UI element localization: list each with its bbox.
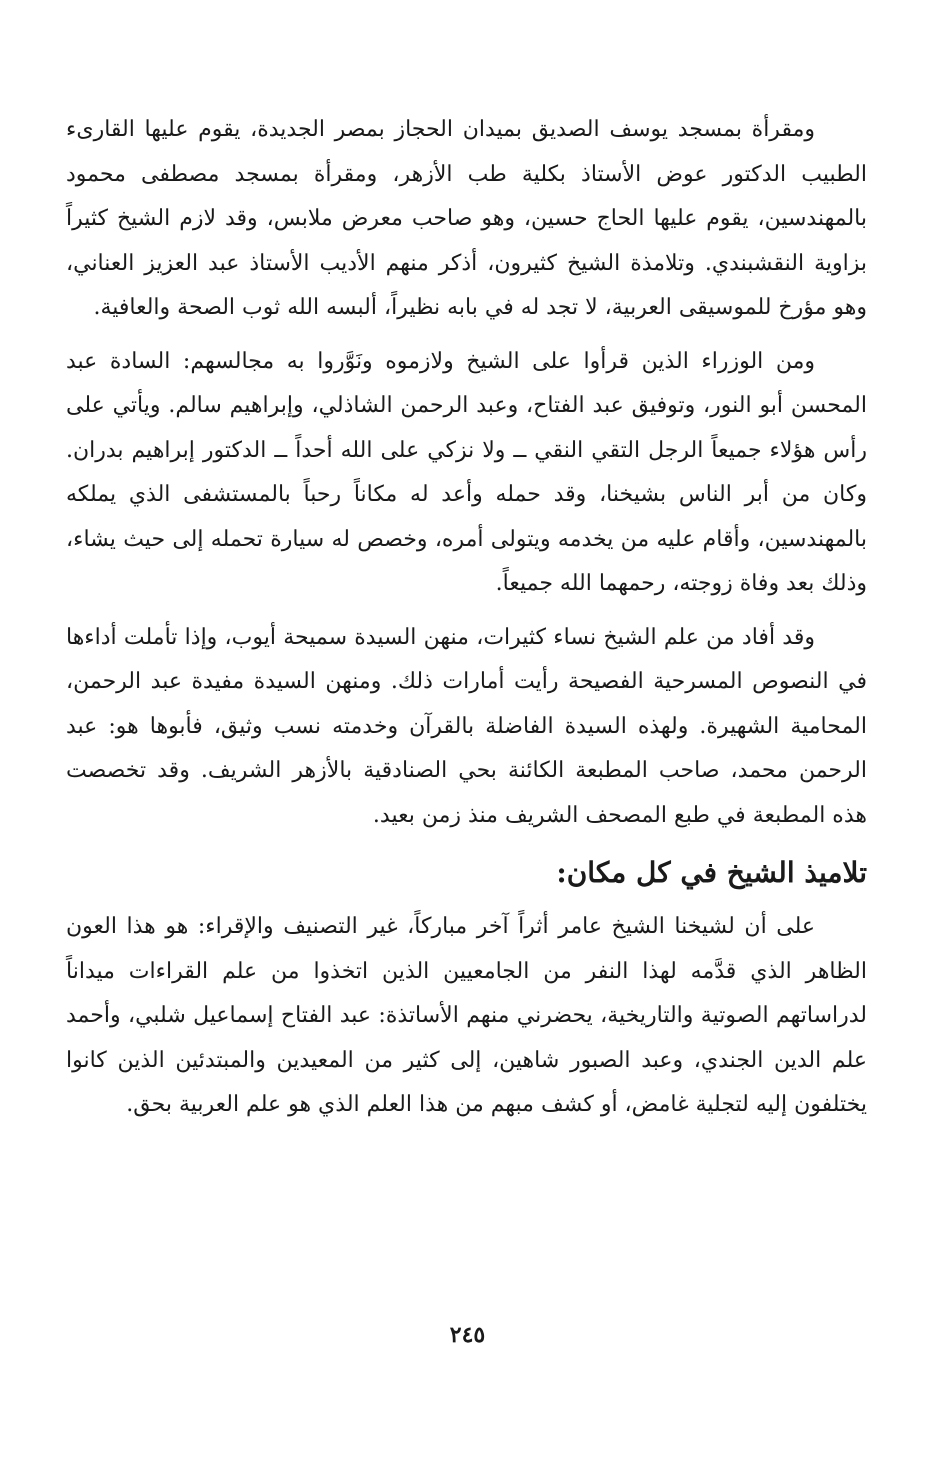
section-heading: تلاميذ الشيخ في كل مكان: [556,856,867,889]
paragraph-4: على أن لشيخنا الشيخ عامر أثراً آخر مباركاً، غير التصنيف والإقراء: هو هذا العون الظاهر الذي قدَّمه لهذا النفر من الجامعيين الذين اتخذوا من علم القراءات ميداناً لدراساتهم الصوتية والتاريخية، يحضرني منهم الأساتذة: عبد الفتاح إسماعيل شلبي، وأحمد علم الدين الجندي، وعبد الصبور شاهين، إلى كثير من المعيدين والمبتدئين الذين كانوا يختلفون إليه لتجلية غامض، أو كشف مبهم من هذا العلم الذي هو علم العربية بحق. [66,914,867,1117]
page-body [66,108,867,1137]
paragraph-3: وقد أفاد من علم الشيخ نساء كثيرات، منهن السيدة سميحة أيوب، وإذا تأملت أداءها في النصوص المسرحية الفصيحة رأيت أمارات ذلك. ومنهن السيدة مفيدة عبد الرحمن، المحامية الشهيرة. ولهذه السيدة الفاضلة بالقرآن وخدمته نسب وثيق، فأبوها هو: عبد الرحمن محمد، صاحب المطبعة الكائنة بحي الصنادقية بالأزهر الشريف. وقد تخصصت هذه المطبعة في طبع المصحف الشريف منذ زمن بعيد. [66,624,867,828]
paragraph-1: ومقرأة بمسجد يوسف الصديق بميدان الحجاز بمصر الجديدة، يقوم عليها القارىء الطبيب الدكتور عوض الأستاذ بكلية طب الأزهر، ومقرأة بمسجد مصطفى محمود بالمهندسين، يقوم عليها الحاج حسين، وهو صاحب معرض ملابس، وقد لازم الشيخ كثيراً بزاوية النقشبندي. وتلامذة الشيخ كثيرون، أذكر منهم الأديب الأستاذ عبد العزيز العناني، وهو مؤرخ للموسيقى العربية، لا تجد له في بابه نظيراً، ألبسه الله ثوب الصحة والعافية. [66,117,867,320]
page-number: ٢٤٥ [449,1322,486,1348]
paragraph-2: ومن الوزراء الذين قرأوا على الشيخ ولازموه ونَوَّروا به مجالسهم: السادة عبد المحسن أبو النور، وتوفيق عبد الفتاح، وعبد الرحمن الشاذلي، وإبراهيم سالم. ويأتي على رأس هؤلاء جميعاً الرجل التقي النقي ــ ولا نزكي على الله أحداً ــ الدكتور إبراهيم بدران. وكان من أبر الناس بشيخنا، وقد حمله وأعد له مكاناً رحباً بالمستشفى الذي يملكه بالمهندسين، وأقام عليه من يخدمه ويتولى أمره، وخصص له سيارة تحمله إلى حيث يشاء، وذلك بعد وفاة زوجته، رحمهما الله جميعاً. [66,348,867,596]
